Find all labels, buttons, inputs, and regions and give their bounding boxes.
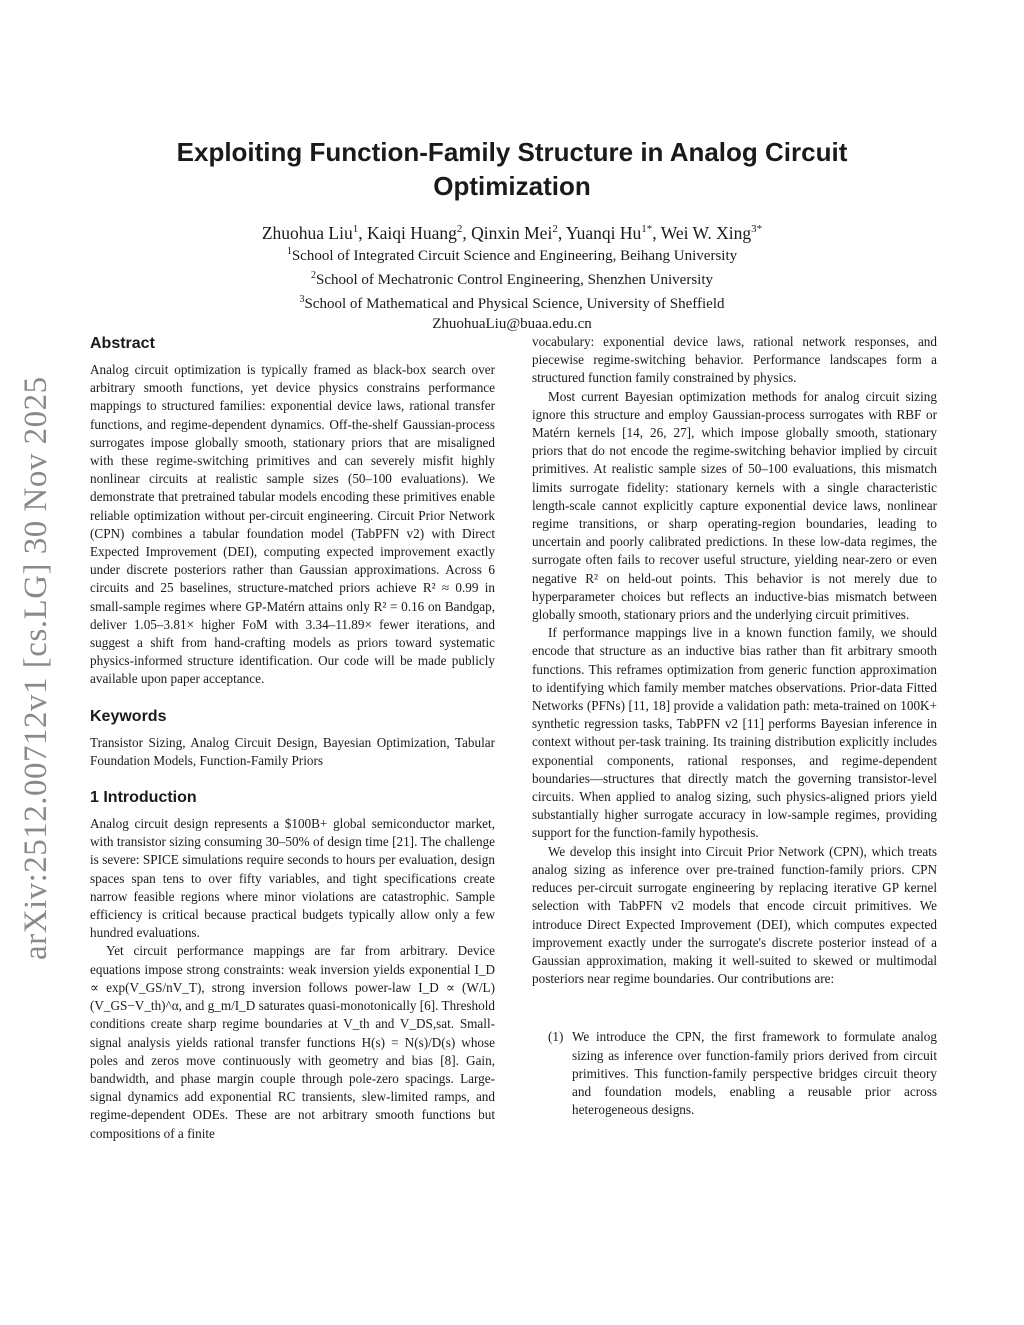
intro-paragraph: If performance mappings live in a known function family, we should encode that structure as an inductive bias rather than fit arbitrary smooth functions. This reframes optimization from generic function approximation to identifying which family member matches observations. Prior-data Fitted Networks (PFNs) [11, 18] provide a validation path: meta-trained on 100K+ synthetic regression tasks, TabPFN v2 [11] performs Bayesian inference in context without per-task training. Its training distribution explicitly includes exponential components, rational responses, and regime-dependent boundaries—structures that directly match the governing transistor-level circuits. When applied to analog sizing, such physics-aligned priors yield substantially higher surrogate accuracy in low-sample regimes, providing support for the function-family hypothesis. <box>532 625 937 841</box>
author: Wei W. Xing$^{3*}$ <box>660 222 763 243</box>
left-column <box>90 334 495 1143</box>
affiliations <box>100 242 924 334</box>
arxiv-identifier: arXiv:2512.00712v1 [cs.LG] 30 Nov 2025 <box>18 376 54 960</box>
right-column <box>532 333 937 1119</box>
author: Kaiqi Huang$^2$ <box>366 222 463 243</box>
author-list: Zhuohua Liu$^1$, Kaiqi Huang$^2$, Qinxin Mei$^2$, Yuanqi $Hu^{1*}$, Wei W. Xing$^{3*}$ <box>261 222 763 243</box>
author: Yuanqi $Hu^{1*}$ <box>565 222 653 243</box>
intro-paragraph: Yet circuit performance mappings are far from arbitrary. Device equations impose strong constraints: weak inversion yields exponential I_D ∝ exp(V_GS/nV_T), strong inversion follows power-law I_D ∝ (W/L)(V_GS−V_th)^α, and g_m/I_D saturates quasi-monotonically [6]. Threshold conditions create sharp regime boundaries at V_th and V_DS,sat. Small-signal analysis yields rational transfer functions H(s) = N(s)/D(s) whose poles and zeros move continuously with geometry and bias [8]. Gain, bandwidth, and phase margin couple through pole-zero spacings. Large-signal dynamics add exponential RC transients, slew-limited ramps, and regime-dependent ODEs. These are not arbitrary smooth functions but compositions of a finite <box>90 943 495 1141</box>
intro-paragraph: Most current Bayesian optimization methods for analog circuit sizing ignore this structure and employ Gaussian-process surrogates with RBF or Matérn kernels [14, 26, 27], which impose globally smooth, stationary priors that do not encode the regime-switching behavior implied by circuit primitives. At realistic sample sizes of 50–100 evaluations, this mismatch limits surrogate fidelity: stationary kernels with a single characteristic length-scale cannot explicitly capture exponential device laws, nonlinear regime transitions, or sharp operating-region boundaries, leading to uncertain and poorly calibrated predictions. In these low-data regimes, the surrogate often fails to recover useful structure, yielding near-zero or even negative R² on held-out points. This behavior is not merely due to hyperparameter choices but reflects an inductive-bias mismatch between globally smooth, stationary priors and the underlying circuit primitives. <box>532 388 937 623</box>
contribution-text: We introduce the CPN, the first framework to formulate analog sizing as inference over function-family priors derived from circuit primitives. This function-family perspective bridges circuit theory and foundation models, enabling a reusable prior across heterogeneous designs. <box>572 1029 937 1118</box>
email: ZhuohuaLiu@buaa.edu.cn <box>432 316 592 332</box>
abstract-heading: Abstract <box>90 335 155 352</box>
affiliation: $^2$School of Mechatronic Control Engineering, Shenzhen University <box>311 270 713 288</box>
introduction-heading: 1 Introduction <box>90 789 197 807</box>
affiliation: $^1$School of Integrated Circuit Science and Engineering, Beihang University <box>286 246 738 264</box>
abstract-text: Analog circuit optimization is typically framed as black-box search over arbitrary smooth functions, yet device physics constrains performance mappings to structured families: exponential device laws, rational transfer functions, and regime-dependent dynamics. Off-the-shelf Gaussian-process surrogates impose globally smooth, stationary priors that are misaligned with these regime-switching primitives and can severely misfit highly nonlinear circuits at realistic sample sizes (50–100 evaluations). We demonstrate that pretrained tabular models encoding these primitives enable reliable optimization without per-circuit engineering. Circuit Prior Network (CPN) combines a tabular foundation model (TabPFN v2) with Direct Expected Improvement (DEI), computing expected improvement exactly under discrete posteriors rather than Gaussian approximations. Across 6 circuits and 25 baselines, structure-matched priors achieve R² ≈ 0.99 in small-sample regimes where GP-Matérn attains only R² = 0.16 on Bandgap, deliver 1.05–3.81× higher FoM with 3.34–11.89× fewer iterations, and suggest a shift from hand-crafting models as priors toward systematic physics-informed structure identification. Our code will be made publicly available upon paper acceptance. <box>90 362 495 687</box>
contribution-item <box>548 1028 937 1119</box>
intro-paragraph: We develop this insight into Circuit Prior Network (CPN), which treats analog sizing as inference over pre-trained function-family priors. CPN reduces per-circuit surrogate engineering by replacing iterative GP kernel selection with TabPFN v2 models that encode circuit primitives. We introduce Direct Expected Improvement (DEI), which computes expected improvement exactly under the surrogate's discrete posterior instead of a Gaussian approximation, making it well-suited to skewed or multimodal posteriors near regime boundaries. Our contributions are: <box>532 843 937 987</box>
author: Qinxin Mei$^2$ <box>471 222 558 243</box>
affiliation: $^3$School of Mathematical and Physical Science, University of Sheffield <box>299 294 725 312</box>
keywords-heading: Keywords <box>90 707 167 725</box>
paper-title: Exploiting Function-Family Structure in Analog Circuit Optimization <box>176 137 848 201</box>
intro-paragraph-continued: vocabulary: exponential device laws, rational network responses, and piecewise regime-switching behavior. Performance landscapes form a structured function family constrained by physics. <box>532 334 937 386</box>
intro-paragraph: Analog circuit design represents a $100B+ global semiconductor market, with transistor sizing consuming 30–50% of design time [21]. The challenge is severe: SPICE simulations require seconds to hours per evaluation, design spaces span tens to over fifty variables, and tight specifications create narrow feasible regions where minor violations are catastrophic. Sample efficiency is critical because practical budgets typically allow only a few hundred evaluations. <box>90 816 495 941</box>
contribution-number: (1) <box>548 1029 564 1045</box>
keywords-text: Transistor Sizing, Analog Circuit Design, Bayesian Optimization, Tabular Foundation Models, Function-Family Priors <box>90 734 495 768</box>
author: Zhuohua Liu$^1$ <box>261 222 359 243</box>
